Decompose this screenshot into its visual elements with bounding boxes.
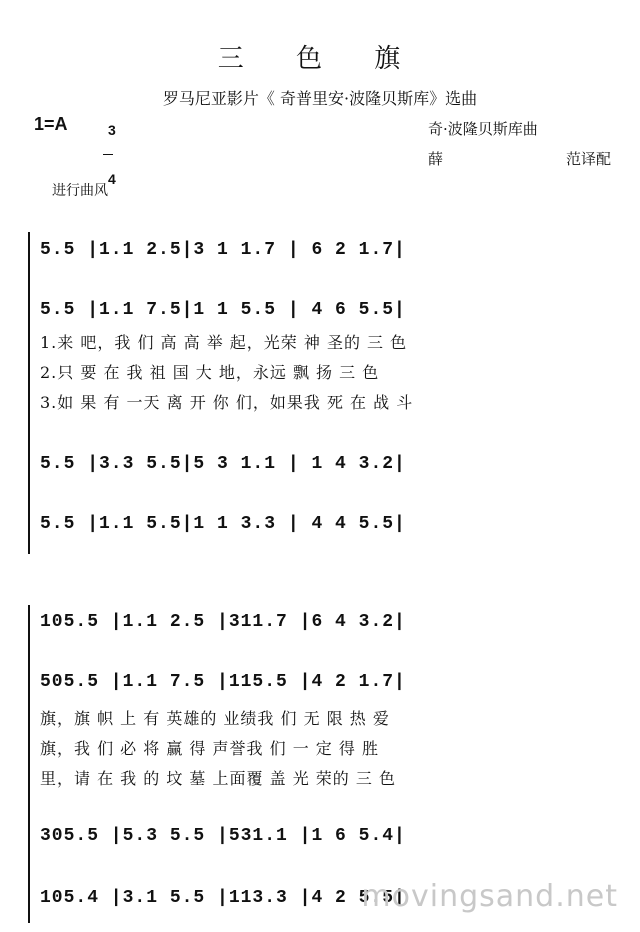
arranger-credit-a: 薛 (428, 150, 444, 168)
subtitle: 罗马尼亚影片《 奇普里安·波隆贝斯库》选曲 (162, 89, 478, 108)
meter-top: 3 (107, 122, 116, 138)
page-title: 三 色 旗 (217, 44, 423, 74)
meter-line (103, 154, 113, 155)
key-signature: 1=A (34, 114, 68, 134)
tempo-marking: 进行曲风 (52, 183, 108, 199)
system2-lyric-3: 里，请 在 我 的 坟 墓 上面覆 盖 光 荣的 三 色 (40, 769, 396, 788)
composer-credit: 奇·波隆贝斯库曲 (428, 120, 538, 138)
system2-brace (28, 605, 30, 923)
system2-lyric-1: 旗，旗 帜 上 有 英雄的 业绩我 们 无 限 热 爱 (40, 709, 390, 728)
system1-lyric-2: 2.只 要 在 我 祖 国 大 地，永远 飘 扬 三 色 (40, 363, 380, 382)
system2-staff-1: 105.5 |1.1 2.5 |311.7 |6 4 3.2| (40, 612, 406, 632)
system1-brace (28, 232, 30, 554)
system1-staff-4: 5.5 |1.1 5.5|1 1 3.3 | 4 4 5.5| (40, 514, 406, 534)
arranger-credit-b: 范译配 (566, 150, 612, 168)
system2-lyric-2: 旗，我 们 必 将 赢 得 声誉我 们 一 定 得 胜 (40, 739, 379, 758)
watermark: movingsand.net (361, 879, 618, 914)
system2-staff-2: 505.5 |1.1 7.5 |115.5 |4 2 1.7| (40, 672, 406, 692)
meter-bottom: 4 (107, 171, 116, 187)
system1-staff-1: 5.5 |1.1 2.5|3 1 1.7 | 6 2 1.7| (40, 240, 406, 260)
system1-lyric-1: 1.来 吧，我 们 高 高 举 起，光荣 神 圣的 三 色 (40, 333, 408, 352)
time-signature (100, 106, 116, 187)
system2-staff-4: 105.4 |3.1 5.5 |113.3 |4 2 5.5| (40, 888, 406, 908)
system1-staff-3: 5.5 |3.3 5.5|5 3 1.1 | 1 4 3.2| (40, 454, 406, 474)
system1-staff-2: 5.5 |1.1 7.5|1 1 5.5 | 4 6 5.5| (40, 300, 406, 320)
system1-lyric-3: 3.如 果 有 一天 离 开 你 们，如果我 死 在 战 斗 (40, 393, 414, 412)
system2-staff-3: 305.5 |5.3 5.5 |531.1 |1 6 5.4| (40, 826, 406, 846)
